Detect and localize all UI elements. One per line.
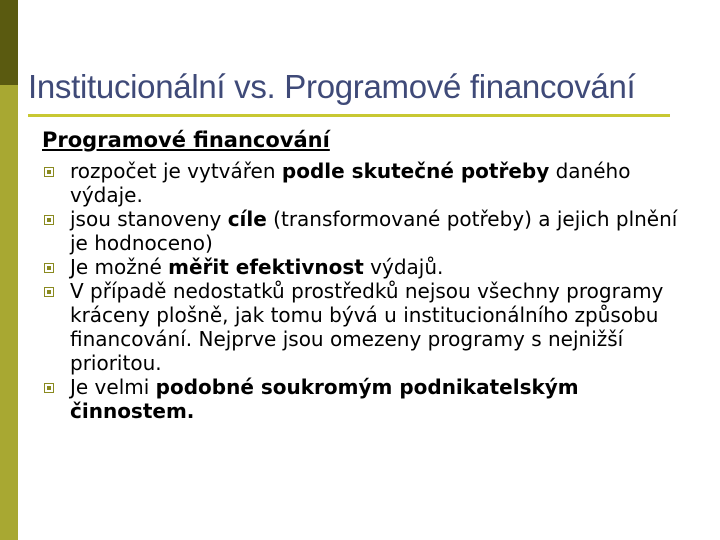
bullet-text: Je velmi xyxy=(70,375,156,399)
square-bullet-icon xyxy=(44,383,54,393)
bullet-emphasis: měřit efektivnost xyxy=(168,255,364,279)
square-bullet-icon xyxy=(44,167,54,177)
slide-title: Institucionální vs. Programové financování xyxy=(28,68,636,105)
bullet-text: jsou stanoveny xyxy=(70,207,228,231)
bullet-emphasis: podobné soukromým podnikatelským činnostem. xyxy=(70,375,579,423)
bullet-text: (transformované potřeby) a jejich plnění je hodnoceno) xyxy=(70,207,678,255)
bullet-text: daného výdaje. xyxy=(70,159,631,207)
bullet-item xyxy=(44,159,684,207)
section-heading: Programové financování xyxy=(42,128,330,152)
square-bullet-icon xyxy=(44,287,54,297)
bullet-item xyxy=(44,207,684,255)
bullet-text: rozpočet je vytvářen xyxy=(70,159,282,183)
bullet-emphasis: podle skutečné potřeby xyxy=(281,159,550,183)
bullet-item xyxy=(44,279,684,375)
bullet-item xyxy=(44,375,684,423)
title-underline-rule xyxy=(28,114,670,117)
bullet-text: výdajů. xyxy=(363,255,444,279)
left-accent-bar-top xyxy=(0,0,18,85)
square-bullet-icon xyxy=(44,263,54,273)
bullet-item xyxy=(44,255,684,279)
bullet-text: V případě nedostatků prostředků nejsou všechny programy kráceny plošně, jak tomu bývá u institucionálního způsobu financování. Nejprve jsou omezeny programy s nejnižší prioritou. xyxy=(70,279,664,375)
bullet-text: Je možné xyxy=(70,255,169,279)
bullet-list xyxy=(44,159,684,423)
bullet-emphasis: cíle xyxy=(227,207,267,231)
square-bullet-icon xyxy=(44,215,54,225)
